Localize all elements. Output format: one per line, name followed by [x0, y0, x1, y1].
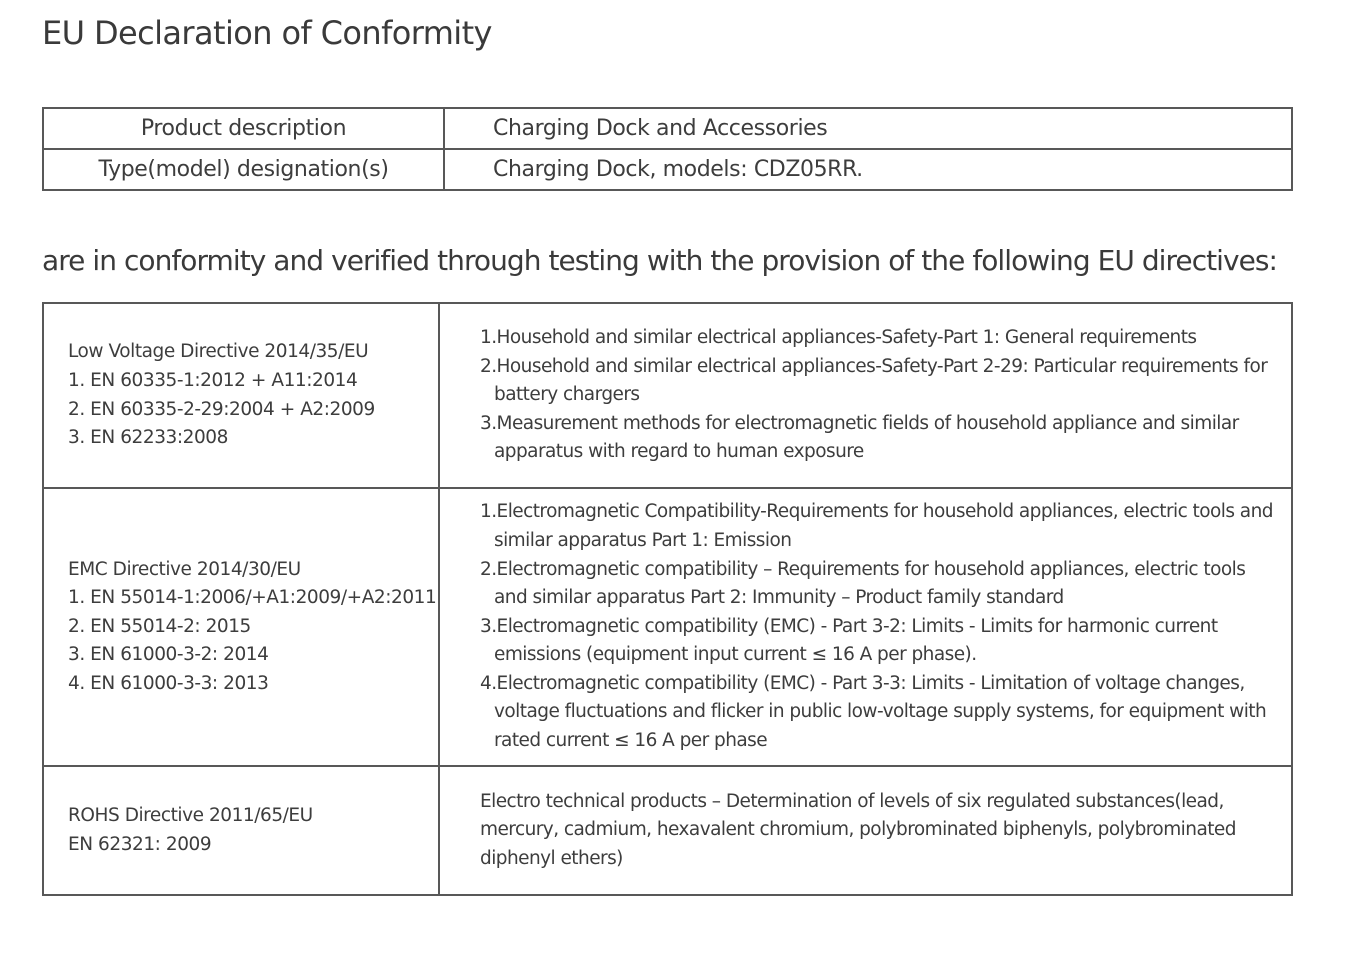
- directive-standards-cell: [43, 303, 439, 488]
- directives-table: [42, 302, 1293, 896]
- conformity-statement: are in conformity and verified through testing with the provision of the following EU directives:: [42, 244, 1278, 277]
- model-designation-value: Charging Dock, models: CDZ05RR.: [444, 149, 1292, 190]
- standard-description: Electro technical products – Determination of levels of six regulated substances(lead, mercury, cadmium, hexavalent chromium, polybrominated biphenyls, polybrominated diphenyl ethers): [480, 790, 1236, 869]
- standard-item: 2. EN 55014-2: 2015: [68, 615, 251, 637]
- product-description-value: Charging Dock and Accessories: [444, 108, 1292, 149]
- standard-item: 2. EN 60335-2-29:2004 + A2:2009: [68, 398, 375, 420]
- directive-standards-cell: [43, 488, 439, 766]
- standard-item: 3. EN 61000-3-2: 2014: [68, 644, 269, 666]
- standard-description: 1.Electromagnetic Compatibility-Requirements for household appliances, electric tools and similar apparatus Part 1: Emission: [480, 501, 1273, 551]
- standard-item: 1. EN 60335-1:2012 + A11:2014: [68, 369, 358, 391]
- standard-description: 3.Electromagnetic compatibility (EMC) - Part 3-2: Limits - Limits for harmonic current emissions (equipment input current ≤ 16 A per phase).: [480, 615, 1218, 666]
- standard-description: 4.Electromagnetic compatibility (EMC) - Part 3-3: Limits - Limitation of voltage changes, voltage fluctuations and flicker in public low-voltage supply systems, for equipment with rated current ≤ 16 A per phase: [480, 672, 1267, 752]
- table-row-rohs-directive: [43, 766, 1292, 895]
- directive-standards-cell: [43, 766, 439, 895]
- directive-description-cell: [439, 766, 1292, 895]
- standard-description: 3.Measurement methods for electromagnetic fields of household appliance and similar apparatus with regard to human exposure: [480, 412, 1239, 463]
- standard-item: 3. EN 62233:2008: [68, 427, 228, 449]
- standard-description: 2.Household and similar electrical appliances-Safety-Part 2-29: Particular requirements for battery chargers: [480, 355, 1268, 406]
- directive-description-cell: [439, 303, 1292, 488]
- table-row-emc-directive: [43, 488, 1292, 766]
- table-row: [43, 108, 1292, 149]
- directive-description-cell: [439, 488, 1292, 766]
- model-designation-label: Type(model) designation(s): [43, 149, 444, 190]
- standard-item: EN 62321: 2009: [68, 833, 212, 855]
- product-table: [42, 107, 1293, 191]
- page-title: EU Declaration of Conformity: [42, 14, 492, 52]
- table-row: [43, 149, 1292, 190]
- product-description-label: Product description: [43, 108, 444, 149]
- directive-name: EMC Directive 2014/30/EU: [68, 558, 301, 580]
- directive-name: ROHS Directive 2011/65/EU: [68, 804, 313, 826]
- standard-description: 1.Household and similar electrical appliances-Safety-Part 1: General requirements: [480, 327, 1197, 349]
- standard-item: 4. EN 61000-3-3: 2013: [68, 672, 269, 694]
- standard-description: 2.Electromagnetic compatibility – Requirements for household appliances, electric tools and similar apparatus Part 2: Immunity – Product family standard: [480, 558, 1246, 609]
- standard-item: 1. EN 55014-1:2006/+A1:2009/+A2:2011: [68, 587, 437, 609]
- directive-name: Low Voltage Directive 2014/35/EU: [68, 341, 369, 363]
- table-row-low-voltage-directive: [43, 303, 1292, 488]
